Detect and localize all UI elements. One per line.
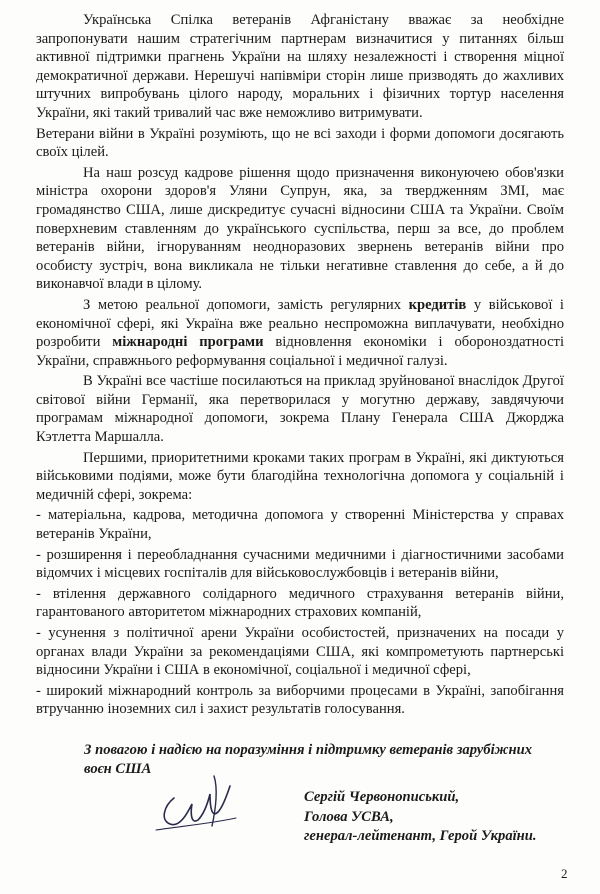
list-item: - розширення і переобладнання сучасними медичними і діагностичними засобами відомчих і місцевих госпіталів для військовослужбовців і ветеранів війни, [36, 546, 564, 582]
list-item: - втілення державного солідарного медичного страхування ветеранів війни, гарантованого авторитетом міжнародних страхових компаній, [36, 585, 564, 621]
p4-text-b: у військової і економічної сфері, які Україна вже реально неспроможна виплачувати, необхідно розробити [36, 296, 564, 351]
signer-block [304, 788, 584, 847]
list-item: - широкий міжнародний контроль за виборчими процесами в Україні, запобігання втручанню іноземних сил і захист результатів голосування. [36, 682, 564, 718]
page-number: 2 [561, 866, 568, 881]
p4-text-c: відновлення економіки і обороноздатності України, справжнього реформування соціальної і медичної галузі. [36, 334, 564, 369]
signer-name: Сергій Червонописький, [304, 789, 460, 805]
paragraph-6: Першими, приоритетними кроками таких програм в Україні, які диктуються військовими подіями, може бути благодійна технологічна допомога у соціальній і медичній сфері, зокрема: [36, 449, 564, 503]
list-item: - усунення з політичної арени України особистостей, призначених на посади у органах влади України за рекомендаціями США, які компрометують партнерські відносини України і США в економічної, соціальної і медичної сфері, [36, 625, 564, 679]
paragraph-1: Українська Спілка ветеранів Афганістану вважає за необхідне запропонувати нашим стратегічним партнерам визначитися у питаннях більш активної підтримки прагнень України на шляху незалежності і створення міцної демократичної держави. Нерешучі напівміри сторін лише призводять до жахливих штучних випробувань цілого народу, моральних і фізичних тортур населення України, які такий тривалий час вже неможливо витримувати. [36, 12, 564, 121]
p4-bold-programs: міжнародні програми [112, 334, 264, 351]
handwritten-signature [152, 768, 242, 838]
p4-text-a: З метою реальної допомоги, замість регулярних [83, 296, 409, 313]
signer-rank: генерал-лейтенант, Герой України. [304, 828, 537, 844]
letter-body [36, 11, 564, 721]
closing-line: З повагою і надією на поразуміння і підтримку ветеранів зарубіжних воєн США [84, 742, 533, 777]
paragraph-3: На наш розсуд кадрове рішення щодо призначення виконуючею обов'язки міністра охорони здоров'я Уляни Супрун, яка, за твердженням ЗМІ, має громадянство США, лише дискредитує сучасні відносини США та України. Своїм поверхневим ставленням до українського суспільства, перш за все, до проблем ветеранів війни, ігноруванням неодноразових звернень ветеранів війни про особисту зустріч, вона викликала не тільки негативне ставлення до себе, а й до виконавчої влади в цілому. [36, 164, 564, 293]
paragraph-4 [36, 296, 564, 370]
p4-bold-credits: кредитів [408, 296, 467, 313]
paragraph-5: В Україні все частіше посилаються на приклад зруйнованої внаслідок Другої світової війни Германії, яка перетворилася у могутню державу, завдячуючи програмам міжнародної допомоги, зокрема Плану Генерала США Джорджа Кэтлетта Маршалла. [36, 373, 564, 446]
list-item: - матеріальна, кадрова, методична допомога у створенні Міністерства у справах ветеранів України, [36, 507, 564, 543]
signer-title: Голова УСВА, [304, 808, 394, 825]
paragraph-2: Ветерани війни в Україні розуміють, що не всі заходи і форми допомоги досягають своїх цілей. [36, 125, 564, 161]
